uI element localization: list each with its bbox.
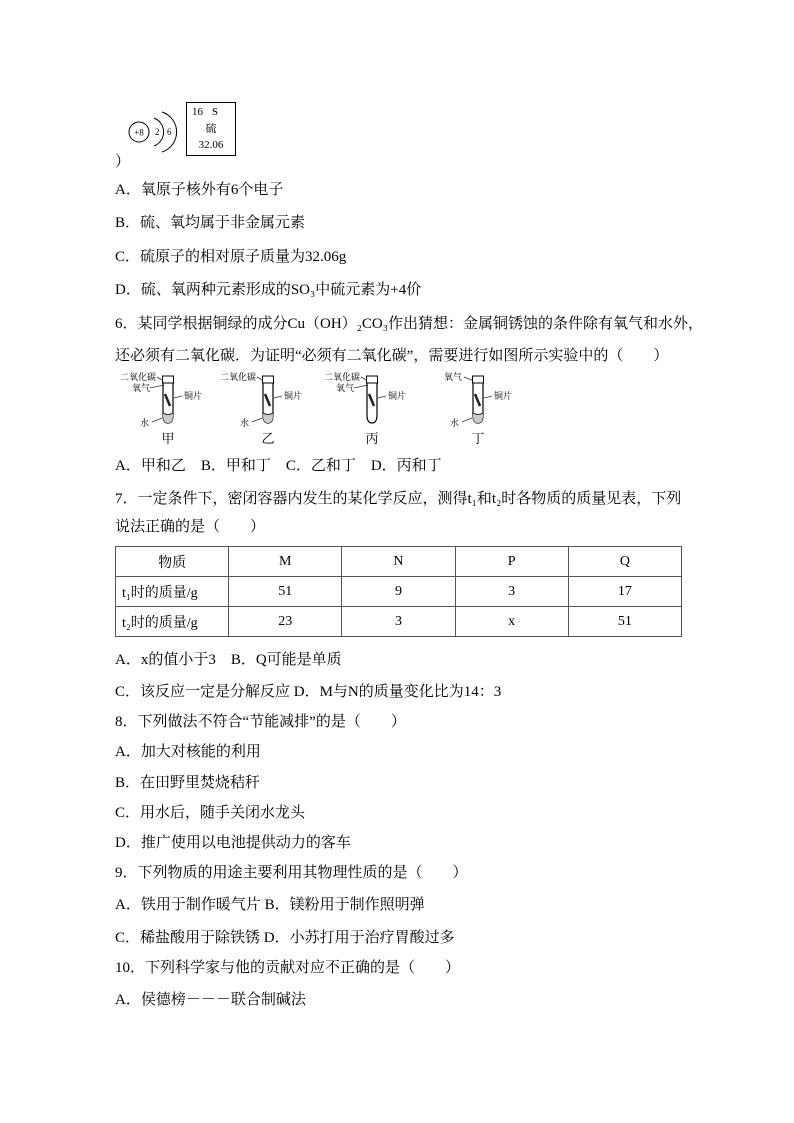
table-header-m: M: [229, 547, 342, 577]
cell-t1-q: 17: [568, 577, 681, 607]
q8-option-d: D．推广使用以电池提供动力的客车: [115, 835, 351, 851]
q10-stem: 10．下列科学家与他的贡献对应不正确的是（ ）: [115, 960, 461, 976]
tube-gas-label: 二氧化碳: [324, 372, 361, 382]
tube-name-label: 丙: [365, 431, 379, 446]
table-row-t1: [116, 577, 682, 607]
q7-options-ab: A．x的值小于3 B．Q可能是单质: [115, 652, 342, 668]
q7-stem-line-1: 7．一定条件下，密闭容器内发生的某化学反应，测得t₁和t₂时各物质的质量见表，下列: [115, 491, 682, 507]
tube-copper-label: 铜片: [494, 391, 513, 401]
tube-name-label: 丁: [471, 431, 485, 446]
q5-option-d: D．硫、氧两种元素形成的SO₃中硫元素为+4价: [115, 282, 422, 298]
cell-t2-p: x: [455, 607, 568, 637]
close-paren: ）: [115, 154, 131, 170]
tube-copper-label: 铜片: [388, 391, 407, 401]
cell-t1-p: 3: [455, 577, 568, 607]
atom-inner-shell-count: 2: [155, 127, 160, 137]
q5-option-b: B．硫、氧均属于非金属元素: [115, 215, 306, 231]
q7-stem-line-2: 说法正确的是（ ）: [115, 519, 266, 535]
table-header-n: N: [342, 547, 455, 577]
experiment-tube-yi: [218, 368, 313, 448]
table-header-row: [116, 547, 682, 577]
tube-gas-label: 氧气: [132, 383, 151, 393]
element-symbol: S: [211, 106, 218, 118]
experiment-tube-ding: [428, 368, 523, 448]
table-header-q: Q: [568, 547, 681, 577]
q7-options-cd: C．该反应一定是分解反应 D．M与N的质量变化比为14：3: [115, 684, 502, 700]
q8-stem: 8．下列做法不符合“节能减排”的是（ ）: [115, 714, 406, 730]
table-header-p: P: [455, 547, 568, 577]
tube-gas-label: 二氧化碳: [220, 372, 257, 382]
experiment-tube-bing: [322, 368, 417, 448]
q9-options-ab: A．铁用于制作暖气片 B．镁粉用于制作照明弹: [115, 897, 425, 913]
copper-strip: [165, 394, 170, 406]
q10-option-a: A．侯德榜－－－联合制碱法: [115, 992, 306, 1008]
q8-option-a: A．加大对核能的利用: [115, 744, 261, 760]
tube-gas-label: 二氧化碳: [120, 372, 157, 382]
tube-copper-label: 铜片: [184, 391, 203, 401]
tube-stopper: [473, 376, 484, 383]
copper-strip: [369, 394, 374, 406]
table-row-t2: [116, 607, 682, 637]
element-box-sulfur: [186, 102, 236, 156]
tube-water-label: 水: [240, 418, 250, 428]
atom-nucleus-charge: +8: [134, 127, 144, 138]
q8-option-c: C．用水后，随手关闭水龙头: [115, 805, 306, 821]
tube-copper-label: 铜片: [284, 391, 303, 401]
copper-strip: [265, 394, 270, 406]
copper-strip: [475, 394, 480, 406]
element-atomic-number: 16: [192, 106, 203, 118]
tube-stopper: [367, 376, 378, 383]
atom-structure-diagram: [124, 104, 182, 160]
tube-gas-label: 氧气: [444, 372, 463, 382]
tube-water-label: 水: [450, 418, 460, 428]
q6-stem-line-1: 6．某同学根据铜绿的成分Cu（OH）₂CO₃作出猜想：金属铜锈蚀的条件除有氧气和水外，: [115, 316, 703, 332]
q9-options-cd: C．稀盐酸用于除铁锈 D．小苏打用于治疗胃酸过多: [115, 930, 455, 946]
cell-t2-n: 3: [342, 607, 455, 637]
cell-t2-q: 51: [568, 607, 681, 637]
q8-option-b: B．在田野里焚烧秸秆: [115, 775, 261, 791]
cell-t1-n: 9: [342, 577, 455, 607]
experiment-tube-jia: [118, 368, 213, 448]
tube-name-label: 乙: [261, 431, 275, 446]
element-name: 硫: [205, 122, 217, 135]
q5-option-a: A．氧原子核外有6个电子: [115, 182, 284, 198]
cell-t2-m: 23: [229, 607, 342, 637]
row-label-t1: t₁时的质量/g: [116, 577, 229, 607]
tube-name-label: 甲: [161, 431, 175, 446]
q6-options: A．甲和乙 B．甲和丁 C．乙和丁 D．丙和丁: [115, 458, 442, 474]
q7-mass-table: [115, 546, 682, 637]
row-label-t2: t₂时的质量/g: [116, 607, 229, 637]
element-mass: 32.06: [198, 139, 224, 151]
q6-stem-line-2: 还必须有二氧化碳．为证明“必须有二氧化碳”，需要进行如图所示实验中的（ ）: [115, 348, 669, 364]
tube-water-label: 水: [140, 418, 150, 428]
cell-t1-m: 51: [229, 577, 342, 607]
atom-outer-shell-count: 6: [167, 127, 172, 137]
tube-stopper: [263, 376, 274, 383]
q9-stem: 9．下列物质的用途主要利用其物理性质的是（ ）: [115, 865, 468, 881]
q5-option-c: C．硫原子的相对原子质量为32.06g: [115, 249, 347, 265]
table-header-substance: 物质: [116, 547, 229, 577]
tube-stopper: [163, 376, 174, 383]
tube-gas-label: 氧气: [336, 383, 355, 393]
